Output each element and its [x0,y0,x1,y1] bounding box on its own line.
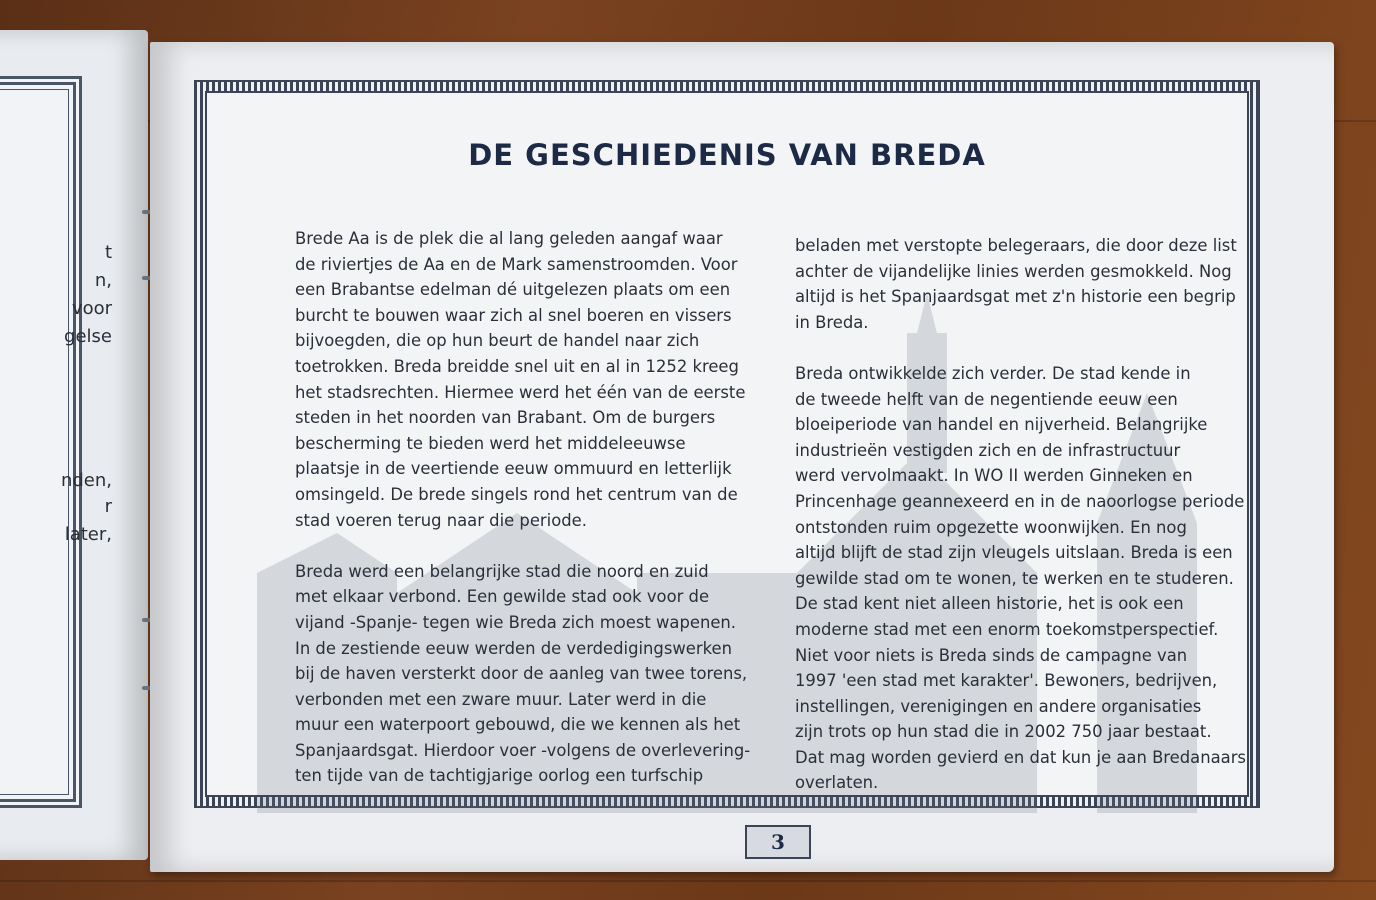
left-text-fragment: n, [94,270,112,291]
left-text-fragment: voor [71,298,112,319]
greek-key-border [194,80,1260,854]
left-text-fragment: later, [64,524,112,545]
left-text-fragment: gelse [64,326,112,347]
text-column-right [795,233,1265,822]
left-text-fragment: nden, [60,470,112,491]
page-title: DE GESCHIEDENIS VAN BREDA [468,138,986,172]
left-page [0,30,148,860]
left-text-fragment: r [104,496,112,517]
left-text-fragment: t [104,242,112,263]
paragraph: beladen met verstopte belegeraars, die door deze list achter de vijandelijke linies werden gesmokkeld. Nog altijd is het Spanjaardsgat met z'n historie een begrip in Breda. [795,236,1237,332]
left-page-border [0,76,82,808]
page-number: 3 [745,825,811,859]
paragraph: Breda ontwikkelde zich verder. De stad kende in de tweede helft van de negentiende eeuw een bloeiperiode van handel en nijverheid. Belangrijke industrieën vestigden zich en de infrastructuur werd vervolmaakt. In WO II werden Ginneken en Princenhage geannexeerd en in de naoorlogse periode ontstonden ruim opgezette woonwijken. En nog altijd blijft de stad zijn vleugels uitslaan. Breda is een gewilde stad om te wonen, te werken en te studeren. De stad kent niet alleen historie, het is ook een moderne stad met een enorm toekomstperspectief. Niet voor niets is Breda sinds de campagne van 1997 'een stad met karakter'. Bewoners, bedrijven, instellingen, verenigingen en andere organisaties zijn trots op hun stad die in 2002 750 jaar bestaat. Dat mag worden gevierd en dat kun je aan Bredanaars overlaten. [795,363,1246,793]
paragraph: Breda werd een belangrijke stad die noord en zuid met elkaar verbond. Een gewilde stad ook voor de vijand -Spanje- tegen wie Breda zich moest wapenen. In de zestiende eeuw werden de verdedigingswerken bij de haven versterkt door de aanleg van twee torens, verbonden met een zware muur. Later werd in die muur een waterpoort gebouwd, die we kennen als het Spanjaardsgat. Hierdoor voer -volgens de overlevering- ten tijde van de tachtigjarige oorlog een turfschip [295,561,751,786]
text-column-left [295,226,775,815]
right-page [150,42,1334,872]
wood-grain [0,880,1376,882]
paragraph: Brede Aa is de plek die al lang geleden aangaf waar de riviertjes de Aa en de Mark samenstroomden. Voor een Brabantse edelman dé uitgelezen plaats om een burcht te bouwen waar zich al snel boeren en vissers bijvoegden, die op hun beurt de handel naar zich toetrokken. Breda breidde snel uit en al in 1252 kreeg het stadsrechten. Hiermee werd het één van de eerste steden in het noorden van Brabant. Om de burgers bescherming te bieden werd het middeleeuwse plaatsje in de veertiende eeuw ommuurd en letterlijk omsingeld. De brede singels rond het centrum van de stad voeren terug naar die periode. [295,229,746,530]
